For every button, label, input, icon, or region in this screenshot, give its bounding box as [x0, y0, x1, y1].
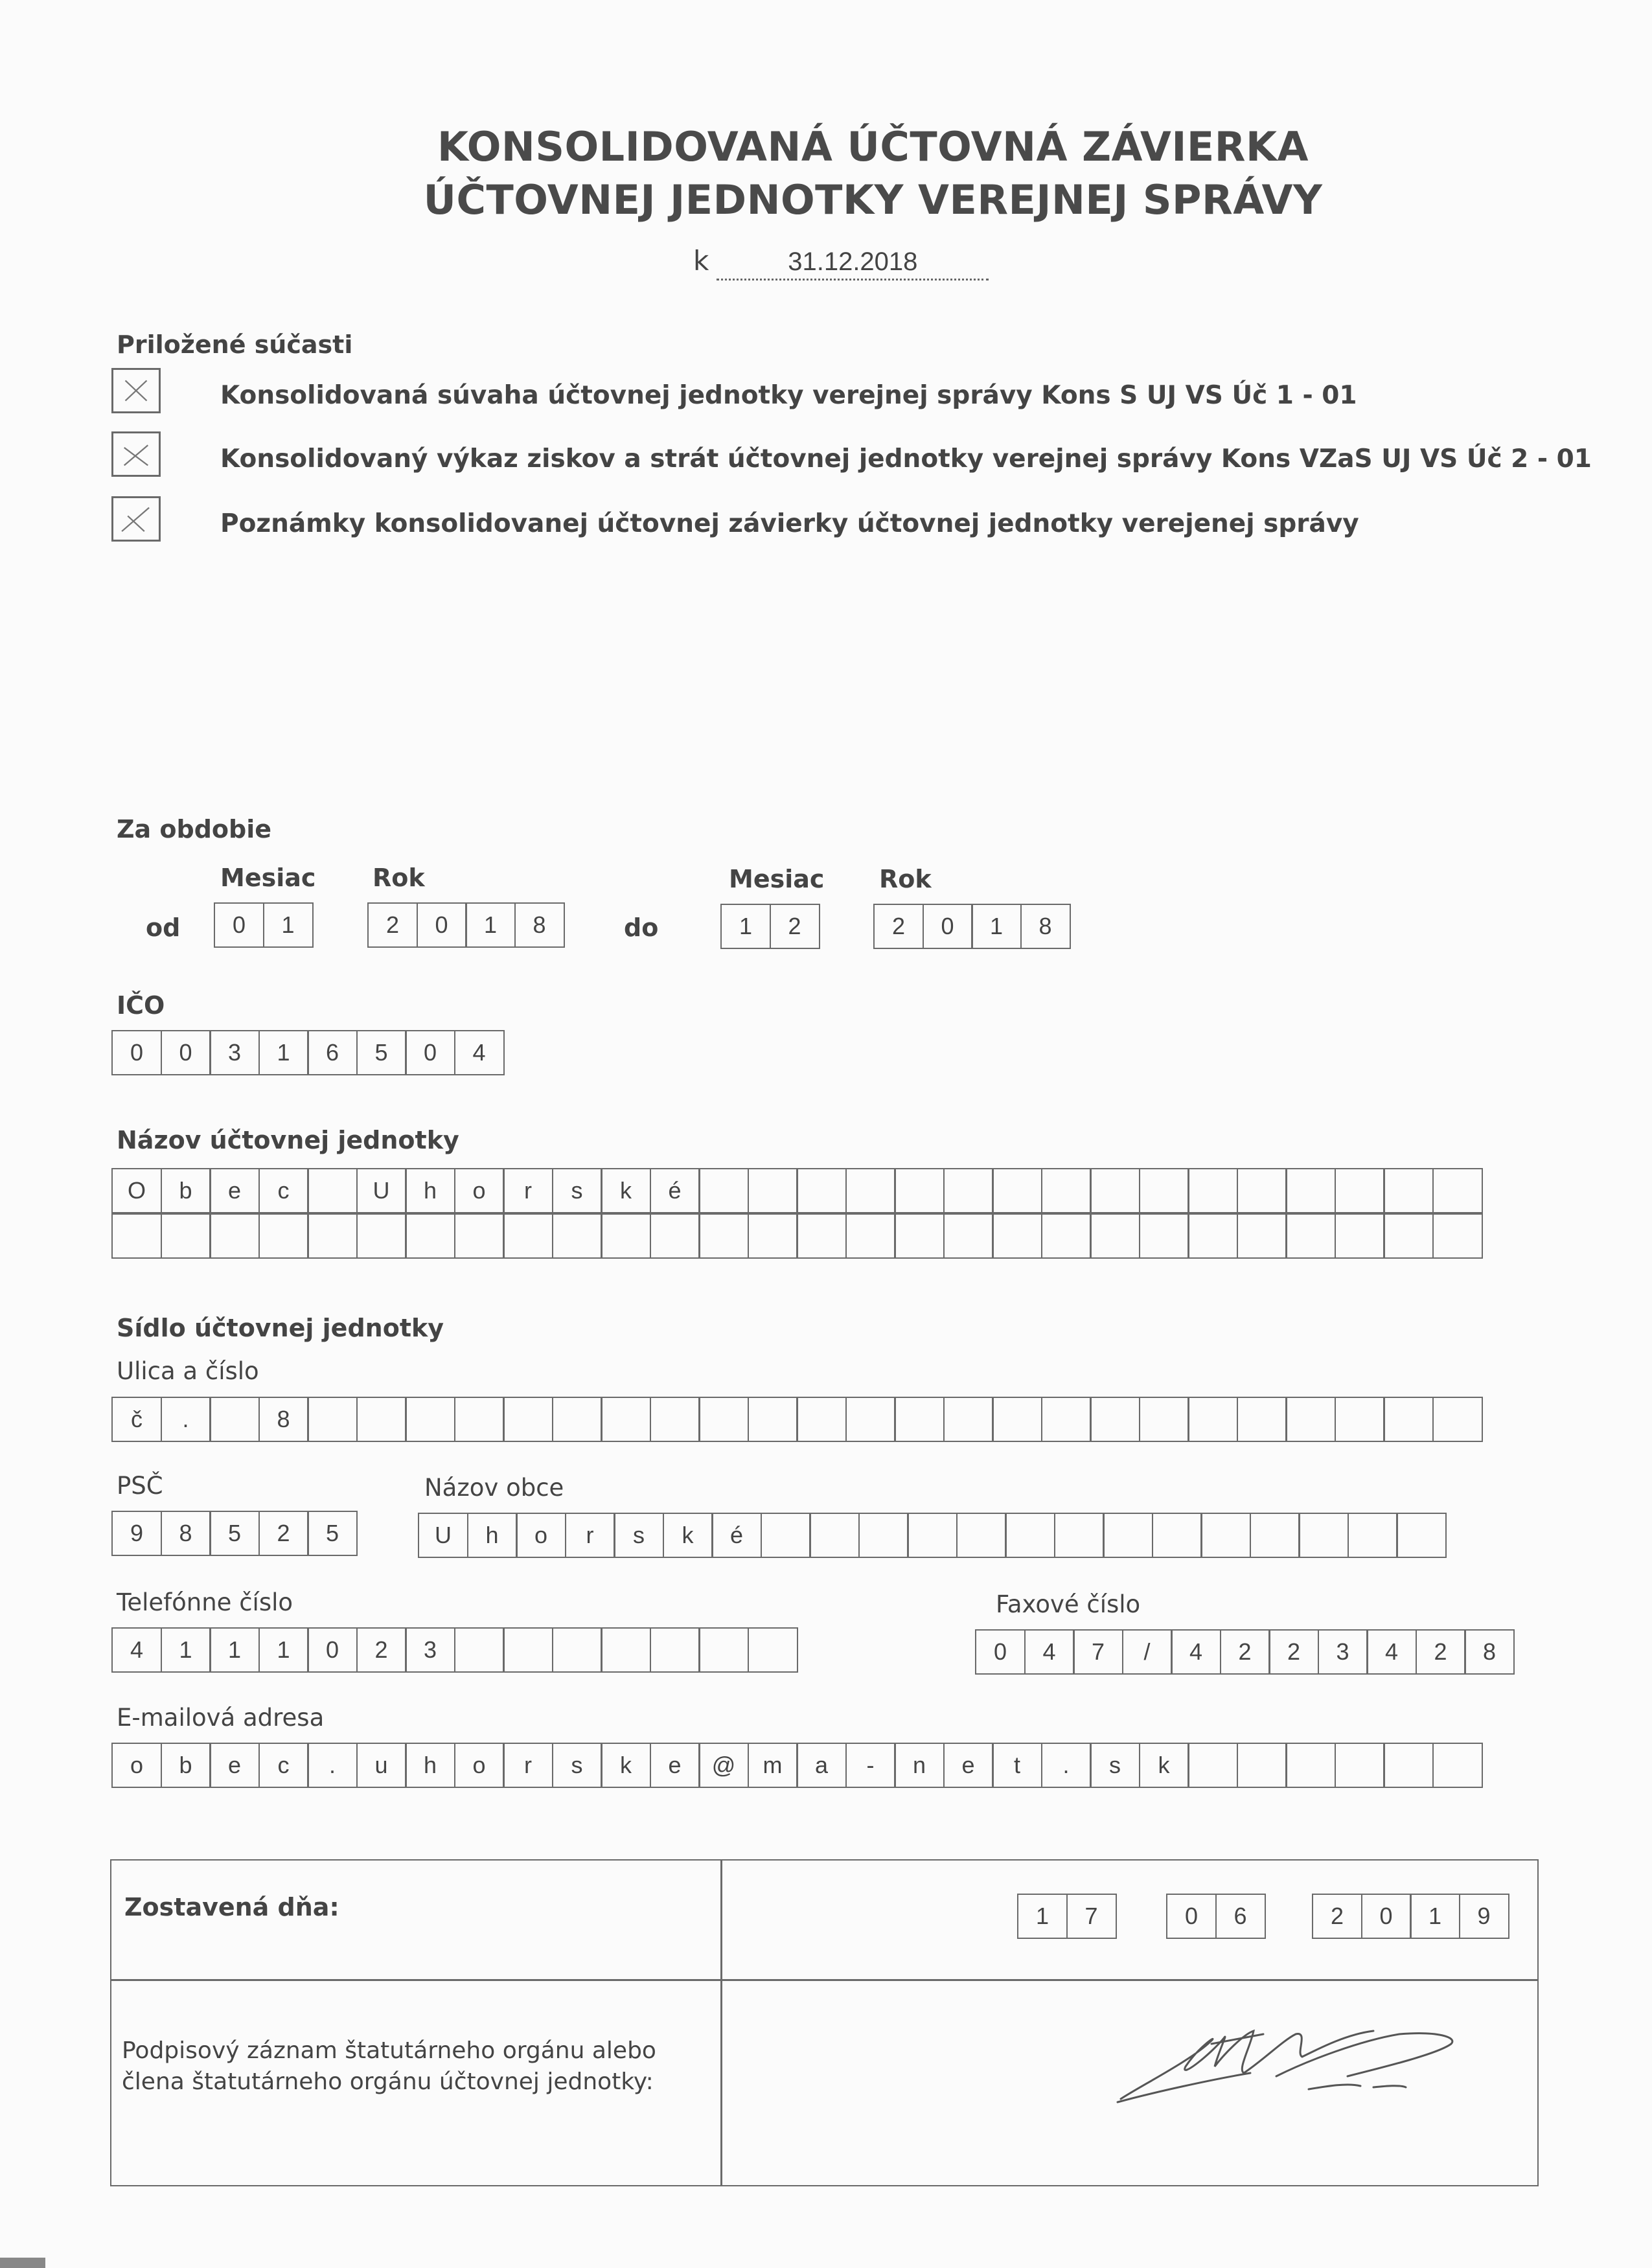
char-cell[interactable]	[209, 1397, 260, 1442]
char-cell[interactable]: 4	[111, 1627, 162, 1673]
char-cell[interactable]: 5	[209, 1511, 260, 1556]
period-heading: Za obdobie	[117, 815, 272, 843]
char-cell[interactable]: 7	[1073, 1629, 1123, 1675]
char-cell[interactable]: 1	[161, 1627, 211, 1673]
email-label: E-mailová adresa	[117, 1704, 325, 1732]
char-cell[interactable]	[1250, 1513, 1300, 1558]
char-cell[interactable]: č	[111, 1397, 162, 1442]
char-cell[interactable]: 2	[1312, 1894, 1362, 1939]
checkbox-part-3[interactable]	[111, 496, 161, 542]
address-heading: Sídlo účtovnej jednotky	[117, 1314, 444, 1342]
char-cell[interactable]	[601, 1627, 651, 1673]
char-cell[interactable]	[943, 1213, 994, 1259]
char-cell[interactable]: 1	[258, 1627, 309, 1673]
char-cell[interactable]	[405, 1397, 455, 1442]
char-cell[interactable]: t	[992, 1743, 1042, 1788]
char-cell[interactable]: e	[650, 1743, 700, 1788]
psc-field[interactable]	[111, 1511, 358, 1556]
char-cell[interactable]: 3	[209, 1030, 260, 1075]
phone-label: Telefónne číslo	[117, 1588, 293, 1616]
compiled-day-field[interactable]	[1017, 1894, 1117, 1939]
char-cell[interactable]	[1335, 1743, 1385, 1788]
street-label: Ulica a číslo	[117, 1357, 259, 1385]
char-cell[interactable]	[1432, 1168, 1483, 1213]
char-cell[interactable]	[258, 1213, 309, 1259]
compiled-month-field[interactable]	[1166, 1894, 1266, 1939]
char-cell[interactable]	[1237, 1168, 1287, 1213]
char-cell[interactable]: 2	[1220, 1629, 1270, 1675]
char-cell[interactable]: 0	[214, 902, 264, 948]
char-cell[interactable]	[748, 1627, 798, 1673]
char-cell[interactable]	[796, 1168, 847, 1213]
char-cell[interactable]	[748, 1168, 798, 1213]
k-label: k	[693, 245, 709, 277]
compiled-label: Zostavená dňa:	[124, 1893, 339, 1921]
char-cell[interactable]: 4	[454, 1030, 505, 1075]
char-cell[interactable]: k	[1139, 1743, 1189, 1788]
ico-label: IČO	[117, 991, 165, 1020]
closing-date: 31.12.2018	[717, 247, 989, 281]
char-cell[interactable]: 0	[417, 902, 467, 948]
char-cell[interactable]	[454, 1627, 505, 1673]
char-cell[interactable]	[503, 1397, 553, 1442]
table-vertical-divider	[720, 1859, 722, 2186]
char-cell[interactable]	[698, 1397, 749, 1442]
char-cell[interactable]	[809, 1513, 860, 1558]
char-cell[interactable]	[650, 1627, 700, 1673]
signature-label-line-1: Podpisový záznam štatutárneho orgánu alebo	[122, 2037, 656, 2064]
char-cell[interactable]: 2	[1268, 1629, 1319, 1675]
char-cell[interactable]	[1090, 1168, 1140, 1213]
char-cell[interactable]: 1	[1017, 1894, 1068, 1939]
char-cell[interactable]	[601, 1397, 651, 1442]
char-cell[interactable]: 8	[161, 1511, 211, 1556]
char-cell[interactable]: O	[111, 1168, 162, 1213]
char-cell[interactable]	[796, 1397, 847, 1442]
char-cell[interactable]	[111, 1213, 162, 1259]
fax-field[interactable]	[975, 1629, 1515, 1675]
name-label: Názov účtovnej jednotky	[117, 1126, 459, 1154]
char-cell[interactable]: 0	[923, 904, 973, 949]
char-cell[interactable]: r	[503, 1743, 553, 1788]
scan-mark	[0, 2258, 45, 2268]
name-field-row-1[interactable]	[111, 1168, 1483, 1213]
char-cell[interactable]: 1	[1410, 1894, 1460, 1939]
char-cell[interactable]	[1041, 1397, 1092, 1442]
char-cell[interactable]: h	[405, 1168, 455, 1213]
char-cell[interactable]: o	[454, 1743, 505, 1788]
char-cell[interactable]	[307, 1213, 358, 1259]
to-month-field[interactable]	[720, 904, 820, 949]
char-cell[interactable]: u	[356, 1743, 407, 1788]
char-cell[interactable]: U	[418, 1513, 468, 1558]
char-cell[interactable]	[356, 1397, 407, 1442]
char-cell[interactable]: 0	[1166, 1894, 1217, 1939]
char-cell[interactable]	[1383, 1397, 1434, 1442]
char-cell[interactable]	[552, 1397, 602, 1442]
char-cell[interactable]: 3	[405, 1627, 455, 1673]
char-cell[interactable]	[1237, 1213, 1287, 1259]
char-cell[interactable]: 2	[873, 904, 924, 949]
to-month-label: Mesiac	[729, 865, 825, 893]
char-cell[interactable]: U	[356, 1168, 407, 1213]
char-cell[interactable]: s	[552, 1743, 602, 1788]
char-cell[interactable]	[698, 1213, 749, 1259]
char-cell[interactable]: é	[711, 1513, 762, 1558]
char-cell[interactable]	[992, 1168, 1042, 1213]
from-year-field[interactable]	[367, 902, 565, 948]
char-cell[interactable]	[943, 1168, 994, 1213]
char-cell[interactable]	[1139, 1213, 1189, 1259]
char-cell[interactable]	[845, 1168, 896, 1213]
char-cell[interactable]	[1041, 1213, 1092, 1259]
char-cell[interactable]: e	[943, 1743, 994, 1788]
char-cell[interactable]	[1187, 1743, 1238, 1788]
char-cell[interactable]: .	[1041, 1743, 1092, 1788]
char-cell[interactable]	[748, 1397, 798, 1442]
char-cell[interactable]	[1298, 1513, 1349, 1558]
char-cell[interactable]: 7	[1066, 1894, 1117, 1939]
char-cell[interactable]	[1090, 1213, 1140, 1259]
char-cell[interactable]	[209, 1213, 260, 1259]
char-cell[interactable]	[552, 1627, 602, 1673]
char-cell[interactable]	[161, 1213, 211, 1259]
char-cell[interactable]	[1335, 1213, 1385, 1259]
check-mark-icon	[113, 370, 159, 411]
char-cell[interactable]: 0	[161, 1030, 211, 1075]
email-field[interactable]	[111, 1743, 1483, 1788]
char-cell[interactable]	[943, 1397, 994, 1442]
char-cell[interactable]: 6	[1215, 1894, 1266, 1939]
char-cell[interactable]: o	[454, 1168, 505, 1213]
char-cell[interactable]	[1041, 1168, 1092, 1213]
char-cell[interactable]: é	[650, 1168, 700, 1213]
char-cell[interactable]	[1139, 1397, 1189, 1442]
char-cell[interactable]: .	[161, 1397, 211, 1442]
char-cell[interactable]	[552, 1213, 602, 1259]
city-label: Názov obce	[424, 1474, 564, 1502]
char-cell[interactable]: 5	[356, 1030, 407, 1075]
char-cell[interactable]	[601, 1213, 651, 1259]
char-cell[interactable]: h	[467, 1513, 518, 1558]
to-year-label: Rok	[879, 865, 932, 893]
char-cell[interactable]: k	[601, 1743, 651, 1788]
signature	[1114, 2015, 1464, 2118]
char-cell[interactable]	[650, 1213, 700, 1259]
char-cell[interactable]	[1187, 1397, 1238, 1442]
char-cell[interactable]	[1237, 1397, 1287, 1442]
char-cell[interactable]	[845, 1213, 896, 1259]
char-cell[interactable]: c	[258, 1168, 309, 1213]
char-cell[interactable]	[894, 1397, 945, 1442]
char-cell[interactable]: 4	[1024, 1629, 1075, 1675]
char-cell[interactable]	[845, 1397, 896, 1442]
char-cell[interactable]	[503, 1627, 553, 1673]
char-cell[interactable]	[1054, 1513, 1105, 1558]
char-cell[interactable]	[1396, 1513, 1447, 1558]
check-mark-icon	[113, 498, 159, 540]
char-cell[interactable]: o	[111, 1743, 162, 1788]
char-cell[interactable]: 2	[258, 1511, 309, 1556]
char-cell[interactable]: 9	[1459, 1894, 1509, 1939]
title-line-1: KONSOLIDOVANÁ ÚČTOVNÁ ZÁVIERKA	[437, 123, 1309, 170]
char-cell[interactable]	[748, 1213, 798, 1259]
char-cell[interactable]	[1285, 1743, 1336, 1788]
char-cell[interactable]	[1335, 1397, 1385, 1442]
char-cell[interactable]: 1	[720, 904, 771, 949]
char-cell[interactable]	[1187, 1213, 1238, 1259]
char-cell[interactable]	[1187, 1168, 1238, 1213]
ico-field[interactable]	[111, 1030, 505, 1075]
to-label: do	[624, 913, 659, 942]
char-cell[interactable]: r	[565, 1513, 615, 1558]
phone-field[interactable]	[111, 1627, 798, 1673]
char-cell[interactable]	[1383, 1213, 1434, 1259]
char-cell[interactable]: 6	[307, 1030, 358, 1075]
char-cell[interactable]: e	[209, 1743, 260, 1788]
from-month-label: Mesiac	[220, 864, 316, 892]
char-cell[interactable]	[1237, 1743, 1287, 1788]
char-cell[interactable]: o	[516, 1513, 566, 1558]
from-month-field[interactable]	[214, 902, 314, 948]
checkbox-part-2[interactable]	[111, 431, 161, 477]
char-cell[interactable]	[1383, 1743, 1434, 1788]
char-cell[interactable]: 3	[1318, 1629, 1368, 1675]
part-3-label: Poznámky konsolidovanej účtovnej závierky účtovnej jednotky verejenej správy	[220, 509, 1359, 538]
char-cell[interactable]: k	[663, 1513, 713, 1558]
char-cell[interactable]	[1432, 1213, 1483, 1259]
char-cell[interactable]: 8	[1020, 904, 1071, 949]
char-cell[interactable]	[761, 1513, 811, 1558]
char-cell[interactable]	[307, 1168, 358, 1213]
street-field[interactable]	[111, 1397, 1483, 1442]
part-2-label: Konsolidovaný výkaz ziskov a strát účtovnej jednotky verejnej správy Kons VZaS UJ VS Úč 2 - 01	[220, 444, 1592, 474]
char-cell[interactable]	[307, 1397, 358, 1442]
char-cell[interactable]	[1432, 1743, 1483, 1788]
char-cell[interactable]	[1285, 1213, 1336, 1259]
char-cell[interactable]: 8	[514, 902, 565, 948]
char-cell[interactable]: 2	[356, 1627, 407, 1673]
char-cell[interactable]: 2	[1416, 1629, 1466, 1675]
char-cell[interactable]: 8	[258, 1397, 309, 1442]
char-cell[interactable]: 1	[465, 902, 516, 948]
char-cell[interactable]: 2	[367, 902, 418, 948]
char-cell[interactable]	[454, 1213, 505, 1259]
char-cell[interactable]	[1285, 1397, 1336, 1442]
char-cell[interactable]	[992, 1213, 1042, 1259]
table-horizontal-divider	[110, 1979, 1539, 1981]
char-cell[interactable]: s	[614, 1513, 664, 1558]
char-cell[interactable]	[956, 1513, 1007, 1558]
city-field[interactable]	[418, 1513, 1447, 1558]
char-cell[interactable]: /	[1122, 1629, 1173, 1675]
char-cell[interactable]	[858, 1513, 909, 1558]
from-year-label: Rok	[373, 864, 425, 892]
part-1-label: Konsolidovaná súvaha účtovnej jednotky verejnej správy Kons S UJ VS Úč 1 - 01	[220, 381, 1357, 410]
char-cell[interactable]: n	[894, 1743, 945, 1788]
char-cell[interactable]	[796, 1213, 847, 1259]
compiled-year-field[interactable]	[1312, 1894, 1509, 1939]
char-cell[interactable]: r	[503, 1168, 553, 1213]
char-cell[interactable]: 0	[1361, 1894, 1412, 1939]
char-cell[interactable]: 1	[263, 902, 314, 948]
char-cell[interactable]	[1200, 1513, 1251, 1558]
char-cell[interactable]	[698, 1168, 749, 1213]
from-label: od	[146, 913, 181, 942]
char-cell[interactable]: s	[1090, 1743, 1140, 1788]
char-cell[interactable]: 5	[307, 1511, 358, 1556]
fax-label: Faxové číslo	[996, 1590, 1141, 1618]
char-cell[interactable]	[1432, 1397, 1483, 1442]
char-cell[interactable]: m	[748, 1743, 798, 1788]
char-cell[interactable]: 4	[1366, 1629, 1417, 1675]
char-cell[interactable]: 0	[405, 1030, 455, 1075]
char-cell[interactable]	[1103, 1513, 1153, 1558]
char-cell[interactable]: c	[258, 1743, 309, 1788]
signature-label-line-2: člena štatutárneho orgánu účtovnej jednotky:	[122, 2068, 654, 2095]
name-field-row-2[interactable]	[111, 1213, 1483, 1259]
char-cell[interactable]	[356, 1213, 407, 1259]
char-cell[interactable]	[698, 1627, 749, 1673]
char-cell[interactable]	[1005, 1513, 1055, 1558]
char-cell[interactable]: k	[601, 1168, 651, 1213]
checkbox-part-1[interactable]	[111, 368, 161, 413]
char-cell[interactable]	[503, 1213, 553, 1259]
char-cell[interactable]	[650, 1397, 700, 1442]
char-cell[interactable]: .	[307, 1743, 358, 1788]
char-cell[interactable]	[894, 1213, 945, 1259]
char-cell[interactable]: 1	[209, 1627, 260, 1673]
char-cell[interactable]	[1335, 1168, 1385, 1213]
char-cell[interactable]	[907, 1513, 958, 1558]
to-year-field[interactable]	[873, 904, 1071, 949]
char-cell[interactable]: 1	[258, 1030, 309, 1075]
char-cell[interactable]: 8	[1464, 1629, 1515, 1675]
char-cell[interactable]	[1090, 1397, 1140, 1442]
char-cell[interactable]: -	[845, 1743, 896, 1788]
char-cell[interactable]	[1139, 1168, 1189, 1213]
char-cell[interactable]: 4	[1171, 1629, 1221, 1675]
char-cell[interactable]	[1152, 1513, 1202, 1558]
char-cell[interactable]: 9	[111, 1511, 162, 1556]
char-cell[interactable]: b	[161, 1743, 211, 1788]
char-cell[interactable]	[1285, 1168, 1336, 1213]
char-cell[interactable]	[1348, 1513, 1398, 1558]
char-cell[interactable]: h	[405, 1743, 455, 1788]
char-cell[interactable]: 0	[111, 1030, 162, 1075]
char-cell[interactable]: 0	[975, 1629, 1026, 1675]
char-cell[interactable]	[992, 1397, 1042, 1442]
char-cell[interactable]	[454, 1397, 505, 1442]
title-line-2: ÚČTOVNEJ JEDNOTKY VEREJNEJ SPRÁVY	[423, 176, 1323, 223]
char-cell[interactable]: 0	[307, 1627, 358, 1673]
date-line	[693, 245, 989, 281]
psc-label: PSČ	[117, 1472, 163, 1500]
char-cell[interactable]	[1383, 1168, 1434, 1213]
parts-heading: Priložené súčasti	[117, 330, 353, 359]
char-cell[interactable]: b	[161, 1168, 211, 1213]
char-cell[interactable]: @	[698, 1743, 749, 1788]
char-cell[interactable]: a	[796, 1743, 847, 1788]
char-cell[interactable]: 1	[971, 904, 1022, 949]
char-cell[interactable]	[894, 1168, 945, 1213]
check-mark-icon	[113, 433, 159, 475]
char-cell[interactable]: e	[209, 1168, 260, 1213]
char-cell[interactable]	[405, 1213, 455, 1259]
char-cell[interactable]: s	[552, 1168, 602, 1213]
char-cell[interactable]: 2	[770, 904, 820, 949]
